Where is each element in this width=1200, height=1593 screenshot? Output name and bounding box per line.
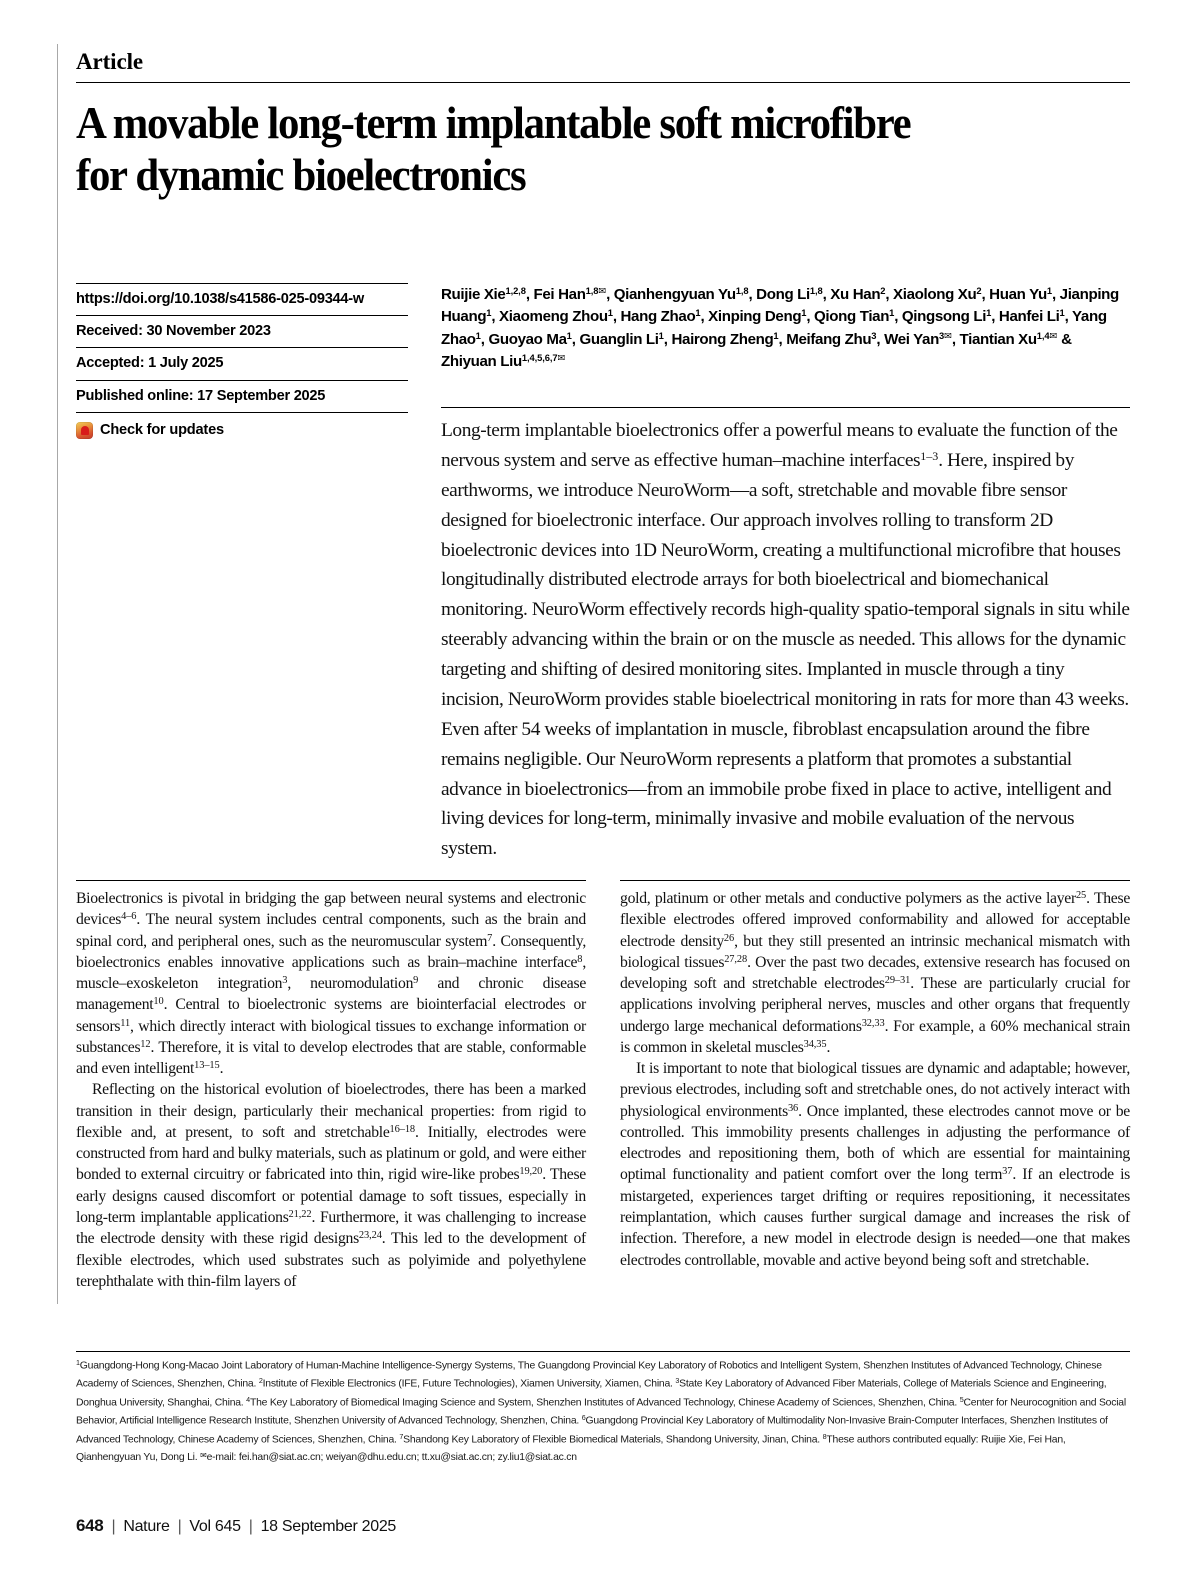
author-affiliation-marker: 1,8	[809, 285, 823, 296]
author-affiliation-marker: 1,8	[585, 285, 599, 296]
body-text: Bioelectronics is pivotal in bridging the gap between neural systems and electronic devices	[76, 890, 586, 929]
author-affiliation-marker: 1	[889, 307, 895, 319]
author-affiliation-marker: 1	[986, 307, 992, 319]
affiliations-divider	[76, 1351, 1130, 1352]
author-affiliation-marker: 3	[871, 329, 877, 341]
body-text: . Over the past two decades, extensive research has focused on developing soft and stretchable electrodes	[620, 953, 1130, 993]
citation-ref[interactable]: 9	[413, 975, 419, 987]
author-affiliation-marker: 3	[938, 329, 945, 341]
author-name: , Tiantian Xu	[951, 330, 1037, 348]
check-for-updates-label: Check for updates	[100, 422, 224, 439]
author-name: , Fei Han	[525, 286, 586, 303]
author-name: & Zhiyuan Liu	[441, 330, 1072, 371]
author-affiliation-marker: 1	[1059, 307, 1065, 319]
article-kicker: Article	[76, 49, 143, 74]
citation-ref[interactable]: 37	[1002, 1166, 1013, 1178]
author-name: , Meifang Zhu	[778, 330, 872, 348]
citation-ref[interactable]: 36	[787, 1102, 799, 1114]
issue-date: 18 September 2025	[260, 1518, 397, 1535]
citation-ref[interactable]: 16–18	[389, 1123, 416, 1135]
author-name: , Hang Zhao	[612, 308, 696, 326]
body-text: .	[219, 1060, 224, 1078]
author-affiliation-marker: 1	[475, 329, 481, 341]
author-affiliation-marker: 1	[1046, 285, 1052, 296]
published-date: Published online: 17 September 2025	[76, 381, 408, 413]
author-name: , Xu Han	[822, 286, 881, 303]
author-name: , Guanglin Li	[571, 330, 659, 348]
citation-ref[interactable]: 32,33	[861, 1017, 885, 1029]
author-name: , Qiong Tian	[806, 308, 890, 326]
affiliation-text: Institute of Flexible Electronics (IFE, Future Technologies), Xiamen University, Xiamen, China.	[262, 1378, 676, 1390]
citation-ref[interactable]: 4–6	[121, 911, 137, 923]
citation-ref[interactable]: 10	[153, 996, 164, 1008]
citation-ref[interactable]: 26	[723, 932, 735, 944]
author-name: , Huan Yu	[981, 286, 1047, 303]
citation-ref[interactable]: 19,20	[519, 1166, 543, 1178]
envelope-icon: ✉	[557, 352, 566, 364]
crossmark-icon	[76, 422, 93, 439]
author-affiliation-marker: 1,4,5,6,7	[521, 352, 558, 364]
paragraph	[620, 888, 1130, 1058]
body-text: . Once implanted, these electrodes cannot move or be controlled. This immobility presents challenges in adjusting the performance of electrodes and repositioning them, both of which are essential for maintaining optimal functionality and patient comfort over the long term	[620, 1102, 1130, 1184]
author-name: , Yang Zhao	[441, 308, 1107, 348]
abstract-text: Long-term implantable bioelectronics offer a powerful means to evaluate the function of the nervous system and serve as effective human–machine interfaces	[441, 420, 1118, 471]
body-text: It is important to note that biological tissues are dynamic and adaptable; however, previous electrodes, including soft and stretchable ones, do not actively interact with physiological environments	[620, 1060, 1130, 1120]
author-name: , Qianhengyuan Yu	[606, 286, 736, 303]
body-text: .	[826, 1038, 831, 1056]
author-affiliation-marker: 1,2,8	[505, 285, 526, 296]
author-name: , Dong Li	[748, 286, 810, 303]
corresponding-emails[interactable]: e-mail: fei.han@siat.ac.cn; weiyan@dhu.edu.cn; tt.xu@siat.ac.cn; zy.liu1@siat.ac.cn	[206, 1451, 577, 1463]
paragraph	[76, 1079, 586, 1292]
abstract	[441, 416, 1130, 864]
author-affiliation-marker: 1	[695, 307, 701, 319]
body-text: . For example, a 60% mechanical strain is common in skeletal muscles	[620, 1017, 1131, 1056]
affiliation-marker: 8	[822, 1431, 827, 1441]
paragraph	[76, 888, 586, 1079]
affiliation-marker: 3	[675, 1376, 680, 1386]
affiliation-marker: 4	[246, 1394, 250, 1404]
affiliation-text: Guangdong Provincial Key Laboratory of Multimodality Non-Invasive Brain-Computer Interfaces, Shenzhen Institutes of Advanced Technology, Chinese Academy of Sciences, Shenzhen, China.	[76, 1415, 1108, 1446]
footer-separator: |	[111, 1518, 116, 1535]
affiliations	[76, 1357, 1130, 1467]
affiliation-text: The Key Laboratory of Biomedical Imaging Science and System, Shenzhen Institutes of Advanced Technology, Chinese Academy of Sciences, Shenzhen, China.	[249, 1397, 960, 1409]
citation-ref[interactable]: 13–15	[194, 1060, 220, 1072]
citation-ref[interactable]: 34,35	[803, 1038, 827, 1050]
author-name: , Xiaolong Xu	[885, 286, 977, 303]
body-text: . The neural system includes central components, such as the brain and spinal cord, and peripheral ones, such as the neuromuscular system	[76, 911, 586, 950]
metadata-list	[76, 283, 408, 439]
body-text: . Initially, electrodes were constructed from hard and bulky materials, such as platinum or gold, and were either bonded to external circuitry or fabricated into thin, rigid wire-like probes	[76, 1123, 586, 1184]
body-text: Reflecting on the historical evolution of bioelectrodes, there has been a marked transition in their design, particularly their mechanical properties: from rigid to flexible and, at present, to soft and stretchable	[76, 1081, 586, 1141]
citation-ref[interactable]: 7	[487, 932, 493, 944]
citation-ref[interactable]: 8	[577, 953, 583, 965]
affiliation-marker: 1	[76, 1358, 80, 1367]
journal-name: Nature	[123, 1518, 170, 1535]
affiliation-marker: 6	[581, 1413, 586, 1423]
author-affiliation-marker: 1,8	[735, 285, 749, 296]
envelope-icon: ✉	[1049, 329, 1058, 341]
body-column-right	[620, 888, 1130, 1292]
body-text: , muscle–exoskeleton integration	[76, 953, 586, 993]
affiliation-marker: 7	[399, 1431, 404, 1441]
footer-separator: |	[248, 1518, 253, 1535]
body-text: . If an electrode is mistargeted, experiences target drifting or requires repositioning, it necessitates reimplantation, which causes further surgical damage and increases the risk of infection. Therefore, a new model in electrode design is needed—one that makes electrodes controllable, movable and active beyond being soft and stretchable.	[620, 1166, 1130, 1269]
footer-separator: |	[177, 1518, 182, 1535]
body-text: . This led to the development of flexible electrodes, which used substrates such as polyimide and polyethylene terephthalate with thin-film layers of	[76, 1230, 586, 1290]
paragraph	[620, 1058, 1130, 1271]
page-left-vertical-rule	[57, 44, 58, 1304]
author-name: , Hairong Zheng	[663, 330, 774, 348]
doi-link[interactable]: https://doi.org/10.1038/s41586-025-09344-w	[76, 283, 408, 316]
affiliation-marker: 5	[959, 1394, 964, 1404]
accepted-date: Accepted: 1 July 2025	[76, 348, 408, 380]
author-affiliation-marker: 2	[880, 285, 886, 296]
author-name: , Guoyao Ma	[480, 330, 567, 348]
page-footer	[76, 1516, 396, 1536]
author-list	[441, 284, 1130, 374]
affiliation-text: Center for Neurocognition and Social Behavior, Artificial Intelligence Research Institute, Shenzhen University of Advanced Technology, Shenzhen, China.	[76, 1397, 1126, 1427]
affiliation-text: Shandong Key Laboratory of Flexible Biomedical Materials, Shandong University, Jinan, China.	[403, 1434, 823, 1446]
author-affiliation-marker: 1	[658, 329, 664, 341]
author-name: , Jianping Huang	[441, 286, 1119, 326]
body-text: . These early designs caused discomfort or potential damage to soft tissues, especially in long-term implantable applications	[76, 1166, 586, 1226]
envelope-icon: ✉	[200, 1450, 207, 1460]
author-affiliation-marker: 1	[566, 329, 572, 341]
citation-ref[interactable]: 25	[1075, 890, 1087, 901]
author-name: , Wei Yan	[876, 330, 939, 348]
body-text: . Consequently, bioelectronics enables innovative applications such as brain–machine interface	[76, 932, 586, 971]
author-affiliation-marker: 1	[773, 329, 779, 341]
envelope-icon: ✉	[598, 285, 607, 296]
body-text: , but they still presented an intrinsic mechanical mismatch with biological tissues	[620, 932, 1130, 971]
author-affiliation-marker: 1	[801, 307, 807, 319]
citation-ref[interactable]: 11	[120, 1017, 131, 1029]
body-text: . Therefore, it is vital to develop electrodes that are stable, conformable and even intelligent	[76, 1038, 586, 1078]
citation-ref[interactable]: 1–3	[920, 448, 939, 463]
page-number: 648	[76, 1516, 104, 1535]
author-name: , Xiaomeng Zhou	[491, 308, 608, 326]
article-page	[76, 0, 1130, 1593]
body-divider-right	[620, 880, 1130, 881]
affiliation-marker: 2	[258, 1376, 263, 1386]
body-text: , which directly interact with biological tissues to exchange information or substances	[76, 1017, 586, 1056]
body-text: , neuromodulation	[287, 975, 414, 993]
citation-ref[interactable]: 21,22	[288, 1208, 312, 1220]
body-text: and chronic disease management	[76, 975, 586, 1014]
body-text: . Furthermore, it was challenging to increase the electrode density with these rigid designs	[76, 1208, 586, 1248]
citation-ref[interactable]: 27,28	[724, 953, 748, 965]
received-date: Received: 30 November 2023	[76, 316, 408, 348]
author-name: , Xinping Deng	[700, 308, 802, 326]
body-text: gold, platinum or other metals and conductive polymers as the active layer	[620, 890, 1076, 907]
citation-ref[interactable]: 12	[140, 1038, 151, 1050]
author-affiliation-marker: 1	[607, 307, 613, 319]
body-text: . These are particularly crucial for applications involving peripheral nerves, muscles and other organs that frequently undergo large mechanical deformations	[620, 975, 1130, 1035]
body-divider-left	[76, 880, 586, 881]
body-column-left	[76, 888, 586, 1292]
author-name: , Hanfei Li	[991, 308, 1060, 326]
citation-ref[interactable]: 3	[282, 975, 288, 987]
citation-ref[interactable]: 23,24	[358, 1230, 382, 1242]
metadata-column	[76, 283, 417, 439]
page-title: A movable long-term implantable soft microfibre for dynamic bioelectronics	[76, 97, 911, 200]
body-columns	[76, 888, 1130, 1292]
citation-ref[interactable]: 29–31	[884, 975, 911, 987]
abstract-divider	[441, 407, 1130, 408]
author-affiliation-marker: 1,4	[1036, 329, 1050, 341]
affiliation-text: State Key Laboratory of Advanced Fiber Materials, College of Materials Science and Engineering, Donghua University, Shanghai, China.	[76, 1378, 1107, 1409]
envelope-icon: ✉	[944, 329, 952, 341]
author-name: , Qingsong Li	[894, 308, 987, 326]
affiliation-text: Guangdong-Hong Kong-Macao Joint Laboratory of Human-Machine Intelligence-Synergy Systems, The Guangdong Provincial Key Laboratory of Robotics and Intelligent System, Shenzhen Institutes of Advanced Technology, Chinese Academy of Sciences, Shenzhen, China.	[76, 1360, 1102, 1390]
author-name: Ruijie Xie	[441, 286, 506, 303]
abstract-text: . Here, inspired by earthworms, we introduce NeuroWorm—a soft, stretchable and movable fibre sensor designed for bioelectronic interface. Our approach involves rolling to transform 2D bioelectronic devices into 1D NeuroWorm, creating a multifunctional microfibre that houses longitudinally distributed electrode arrays for both bioelectrical and biomechanical monitoring. NeuroWorm effectively records high-quality spatio-temporal signals in situ while steerably advancing within the brain or on the muscle as needed. This allows for the dynamic targeting and shifting of desired monitoring sites. Implanted in muscle through a tiny incision, NeuroWorm provides stable bioelectrical monitoring in rats for more than 43 weeks. Even after 54 weeks of implantation in muscle, fibroblast encapsulation around the fibre remains negligible. Our NeuroWorm represents a platform that promotes a substantial advance in bioelectronics—from an immobile probe fixed in place to active, intelligent and living devices for long-term, minimally invasive and mobile evaluation of the nervous system.	[441, 449, 1130, 860]
body-text: . Central to bioelectronic systems are biointerfacial electrodes or sensors	[76, 996, 586, 1035]
volume-number: Vol 645	[189, 1518, 241, 1535]
author-affiliation-marker: 2	[976, 285, 982, 296]
kicker-divider	[76, 82, 1130, 83]
author-affiliation-marker: 1	[486, 307, 492, 319]
affiliation-text: These authors contributed equally: Ruijie Xie, Fei Han, Qianhengyuan Yu, Dong Li.	[76, 1434, 1066, 1463]
body-text: . These flexible electrodes offered improved conformability and allowed for acceptable electrode density	[620, 890, 1130, 950]
check-for-updates-button[interactable]	[76, 413, 408, 439]
